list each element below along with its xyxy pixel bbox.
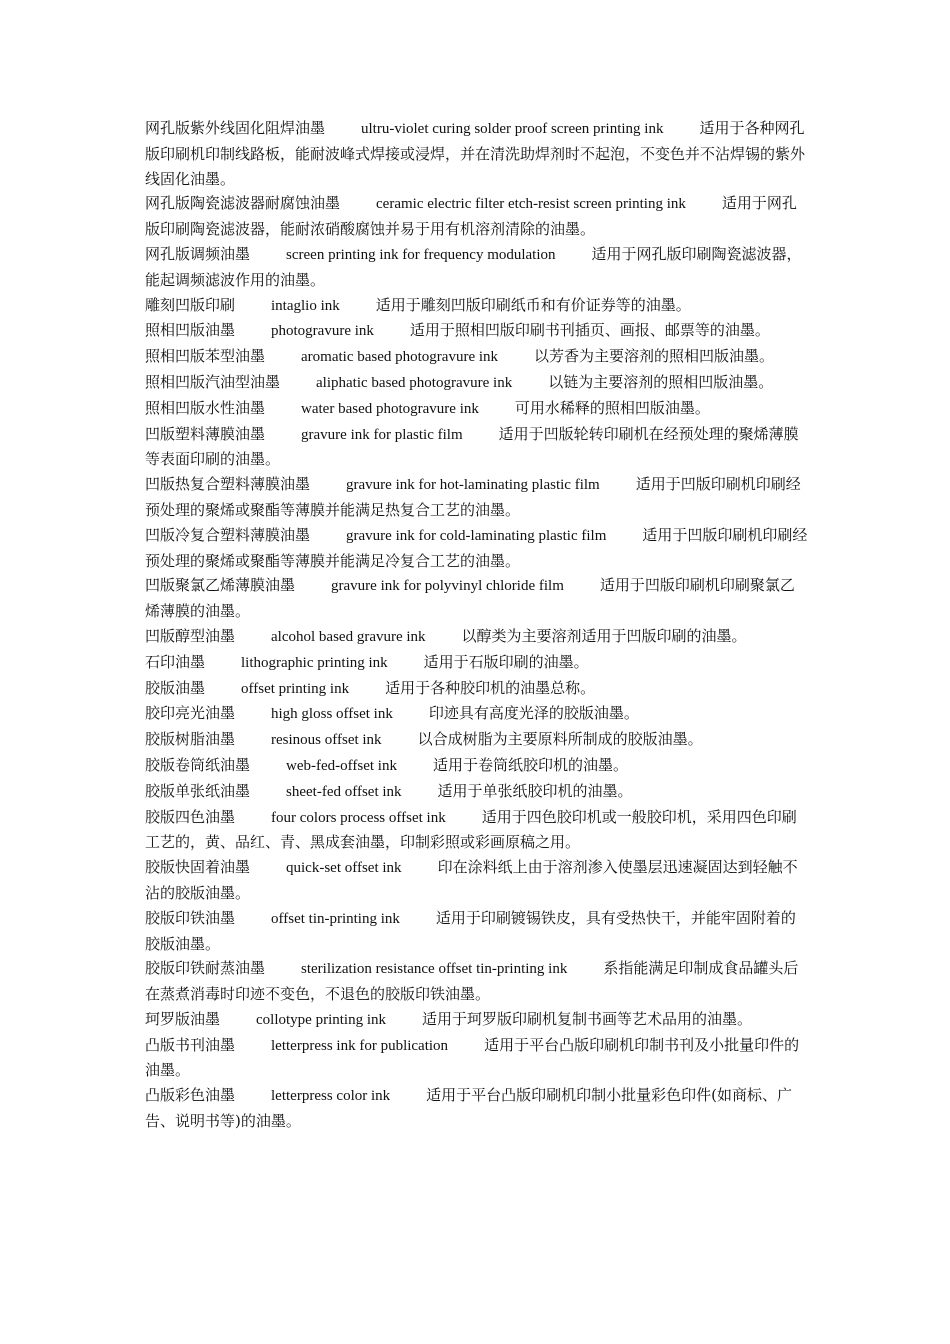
entry-description: 适用于四色胶印机或一般胶印机，采用四色印刷工艺的，黄、品红、青、黑成套油墨，印制彩照或彩画原稿之用。	[145, 807, 797, 852]
entry-term-zh: 凸版书刊油墨	[145, 1035, 236, 1054]
entry-term-en: gravure ink for plastic film	[301, 426, 463, 443]
entry-description: 适用于凹版印刷机印刷聚氯乙烯薄膜的油墨。	[145, 576, 795, 621]
entry-1	[145, 191, 808, 242]
entry-description: 系指能满足印制成食品罐头后在蒸煮消毒时印迹不变色，不退色的胶版印铁油墨。	[145, 959, 799, 1004]
entry-description: 可用水稀释的照相凹版油墨。	[514, 398, 710, 417]
entry-term-zh: 胶版快固着油墨	[145, 858, 251, 877]
entry-term-zh: 照相凹版油墨	[145, 321, 236, 340]
document-page	[145, 116, 808, 1134]
entry-term-en: collotype printing ink	[256, 1011, 386, 1028]
entry-term-zh: 胶版油墨	[145, 678, 206, 697]
entry-description: 以醇类为主要溶剂适用于凹版印刷的油墨。	[461, 626, 747, 645]
entry-term-en: four colors process offset ink	[271, 809, 446, 826]
entry-10	[145, 523, 808, 574]
entry-11	[145, 573, 808, 624]
entry-term-zh: 凹版冷复合塑料薄膜油墨	[145, 525, 311, 544]
entry-2	[145, 242, 808, 293]
entry-21	[145, 906, 808, 957]
entry-description: 适用于卷筒纸胶印机的油墨。	[432, 755, 628, 774]
entry-term-en: gravure ink for hot-laminating plastic film	[346, 477, 600, 494]
entry-term-zh: 凸版彩色油墨	[145, 1086, 236, 1105]
entry-term-en: resinous offset ink	[271, 732, 382, 749]
entry-term-zh: 雕刻凹版印刷	[145, 295, 236, 314]
entry-description: 适用于各种网孔版印刷机印制线路板，能耐波峰式焊接或浸焊，并在清洗助焊剂时不起泡，不变色并不沾焊锡的紫外线固化油墨。	[145, 119, 806, 188]
entry-description: 适用于网孔版印刷陶瓷滤波器，能起调频滤波作用的油墨。	[145, 244, 802, 289]
entry-term-zh: 石印油墨	[145, 652, 206, 671]
entry-term-en: screen printing ink for frequency modulation	[286, 246, 556, 263]
entry-20	[145, 855, 808, 906]
entry-term-zh: 照相凹版汽油型油墨	[145, 372, 281, 391]
entry-term-zh: 网孔版调频油墨	[145, 244, 251, 263]
entry-term-zh: 胶版印铁耐蒸油墨	[145, 959, 266, 978]
entry-term-zh: 照相凹版苯型油墨	[145, 347, 266, 366]
entry-term-zh: 网孔版紫外线固化阻焊油墨	[145, 119, 326, 137]
entry-24	[145, 1033, 808, 1084]
entry-term-en: intaglio ink	[271, 297, 340, 314]
entry-term-zh: 胶版四色油墨	[145, 807, 236, 826]
entry-term-zh: 凹版热复合塑料薄膜油墨	[145, 475, 311, 494]
entry-5	[145, 344, 808, 370]
entry-description: 适用于凹版印刷机印刷经预处理的聚烯或聚酯等薄膜并能满足冷复合工艺的油墨。	[145, 525, 808, 570]
entry-term-en: letterpress ink for publication	[271, 1037, 449, 1054]
entry-term-en: offset printing ink	[241, 680, 350, 697]
entry-description: 适用于网孔版印刷陶瓷滤波器，能耐浓硝酸腐蚀并易于用有机溶剂清除的油墨。	[145, 194, 797, 239]
entry-description: 适用于雕刻凹版印刷纸币和有价证券等的油墨。	[375, 295, 691, 314]
entry-term-en: quick-set offset ink	[286, 860, 402, 877]
entry-3	[145, 293, 808, 319]
entry-description: 以合成树脂为主要原料所制成的胶版油墨。	[417, 730, 703, 749]
entry-term-zh: 珂罗版油墨	[145, 1009, 221, 1028]
entry-term-zh: 照相凹版水性油墨	[145, 398, 266, 417]
entry-description: 适用于照相凹版印刷书刊插页、画报、邮票等的油墨。	[409, 321, 770, 340]
entry-description: 以芳香为主要溶剂的照相凹版油墨。	[534, 347, 775, 366]
entry-term-en: water based photogravure ink	[301, 400, 479, 417]
entry-description: 以链为主要溶剂的照相凹版油墨。	[548, 372, 774, 391]
entry-term-en: offset tin-printing ink	[271, 910, 400, 927]
entry-term-zh: 网孔版陶瓷滤波器耐腐蚀油墨	[145, 194, 341, 213]
entry-25	[145, 1083, 808, 1134]
entry-8	[145, 422, 808, 473]
entry-term-zh: 胶版树脂油墨	[145, 730, 236, 749]
entry-description: 适用于平台凸版印刷机印制小批量彩色印件(如商标、广告、说明书等)的油墨。	[145, 1086, 793, 1131]
entry-term-en: ceramic electric filter etch-resist screen printing ink	[376, 196, 686, 213]
entry-12	[145, 624, 808, 650]
entry-term-en: alcohol based gravure ink	[271, 628, 426, 645]
entry-description: 适用于凹版轮转印刷机在经预处理的聚烯薄膜等表面印刷的油墨。	[145, 424, 799, 469]
entry-14	[145, 676, 808, 702]
entry-9	[145, 472, 808, 523]
entry-23	[145, 1007, 808, 1033]
entry-18	[145, 779, 808, 805]
entry-15	[145, 701, 808, 727]
entry-description: 适用于单张纸胶印机的油墨。	[437, 781, 633, 800]
entry-22	[145, 956, 808, 1007]
entry-19	[145, 805, 808, 856]
entry-term-zh: 凹版塑料薄膜油墨	[145, 424, 266, 443]
entry-6	[145, 370, 808, 396]
entry-16	[145, 727, 808, 753]
entry-term-zh: 胶版印铁油墨	[145, 908, 236, 927]
entry-description: 适用于各种胶印机的油墨总称。	[385, 678, 596, 697]
entry-4	[145, 318, 808, 344]
entry-term-en: photogravure ink	[271, 323, 374, 340]
entry-term-zh: 凹版聚氯乙烯薄膜油墨	[145, 576, 296, 595]
entry-description: 印迹具有高度光泽的胶版油墨。	[428, 704, 639, 723]
entry-term-en: web-fed-offset ink	[286, 757, 397, 774]
entry-term-en: gravure ink for cold-laminating plastic film	[346, 527, 607, 544]
entry-description: 适用于凹版印刷机印刷经预处理的聚烯或聚酯等薄膜并能满足热复合工艺的油墨。	[145, 475, 801, 519]
entry-description: 适用于印刷镀锡铁皮，具有受热快干，并能牢固附着的胶版油墨。	[145, 908, 796, 953]
entry-term-en: lithographic printing ink	[241, 654, 388, 671]
entry-0	[145, 116, 808, 191]
entry-description: 适用于石版印刷的油墨。	[423, 652, 589, 671]
entry-17	[145, 753, 808, 779]
entry-term-en: aromatic based photogravure ink	[301, 349, 499, 366]
entry-term-en: letterpress color ink	[271, 1088, 391, 1105]
entry-term-en: ultru-violet curing solder proof screen printing ink	[361, 121, 664, 137]
entry-term-en: gravure ink for polyvinyl chloride film	[331, 578, 564, 595]
entry-term-en: high gloss offset ink	[271, 706, 393, 723]
entry-term-zh: 胶版单张纸油墨	[145, 781, 251, 800]
entry-term-en: aliphatic based photogravure ink	[316, 374, 513, 391]
entry-term-zh: 胶印亮光油墨	[145, 704, 236, 723]
entry-description: 适用于平台凸版印刷机印制书刊及小批量印件的油墨。	[145, 1035, 800, 1080]
entry-description: 适用于珂罗版印刷机复制书画等艺术品用的油墨。	[422, 1009, 753, 1028]
entry-term-en: sheet-fed offset ink	[286, 783, 402, 800]
entry-term-en: sterilization resistance offset tin-printing ink	[301, 961, 568, 978]
entry-description: 印在涂料纸上由于溶剂渗入使墨层迅速凝固达到轻触不沾的胶版油墨。	[145, 858, 798, 902]
entry-13	[145, 650, 808, 676]
entry-term-zh: 凹版醇型油墨	[145, 626, 236, 645]
entry-7	[145, 396, 808, 422]
entry-term-zh: 胶版卷筒纸油墨	[145, 755, 251, 774]
